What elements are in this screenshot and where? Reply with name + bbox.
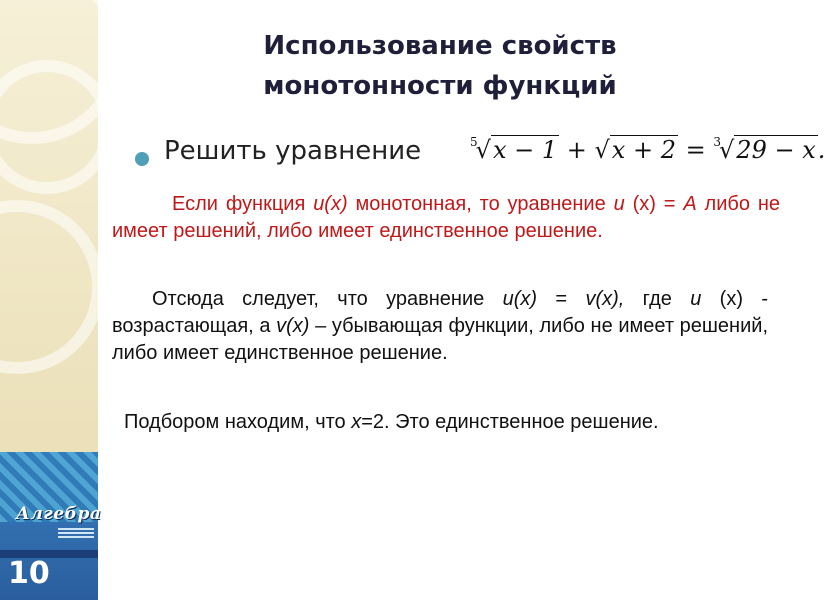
text [701,288,719,310]
math-x-paren: (x) [719,288,743,310]
math-x-paren: (x) [632,193,656,215]
text: где [624,288,691,310]
equals-sign: = [685,136,706,164]
textbook-cover-image [0,452,102,600]
title-line-2: монотонности функций [263,71,617,101]
cover-subtitle-lines [58,528,94,530]
bullet-text: Решить уравнение [164,136,422,166]
cover-grade-number: 10 [8,556,50,591]
text: Если функция [172,193,314,215]
math-u: u [690,288,702,310]
consequence-paragraph [112,286,768,367]
equation-end: . [817,136,825,164]
text: – убывающая функции, либо не имеет решений, либо имеет единственное решение. [112,315,769,364]
text: =2. Это единственное решение. [361,411,659,433]
radical-icon: √ [719,136,735,164]
math-u-of-x: u(x) [313,193,348,215]
radical-icon: √ [594,136,610,164]
radical-icon: √ [475,136,491,164]
text: либо не имеет решений, либо имеет единственное решение. [112,193,781,242]
root1-index: 5 [470,135,478,149]
cover-logo: Алгебра [16,504,102,524]
circle-bullet-icon [135,152,149,166]
text: = [537,288,586,310]
math-v-of-x: v(x) [276,315,310,337]
math-u-of-x: u(x) [502,288,538,310]
math-x: x [351,411,362,433]
equation [470,135,825,164]
root3-radicand: 29 − x [736,136,816,164]
text: монотонная, то уравнение [347,193,614,215]
math-u: u [613,193,625,215]
text: Подбором находим, что [124,411,352,433]
root3-index: 3 [713,135,721,149]
plus-sign: + [566,136,587,164]
text: = [655,193,684,215]
text [625,193,633,215]
math-a: A [683,193,697,215]
solution-paragraph [124,409,744,436]
math-v-of-x: v(x), [585,288,625,310]
slide-title [230,26,650,106]
text: Отсюда следует, что уравнение [152,288,503,310]
text: - возрастающая, а [112,288,769,337]
title-line-1: Использование свойств [263,31,617,61]
root2-radicand: x + 2 [611,136,676,164]
monotonic-rule-paragraph [112,191,780,245]
root1-radicand: x − 1 [492,136,558,164]
decorative-ring [0,200,104,374]
